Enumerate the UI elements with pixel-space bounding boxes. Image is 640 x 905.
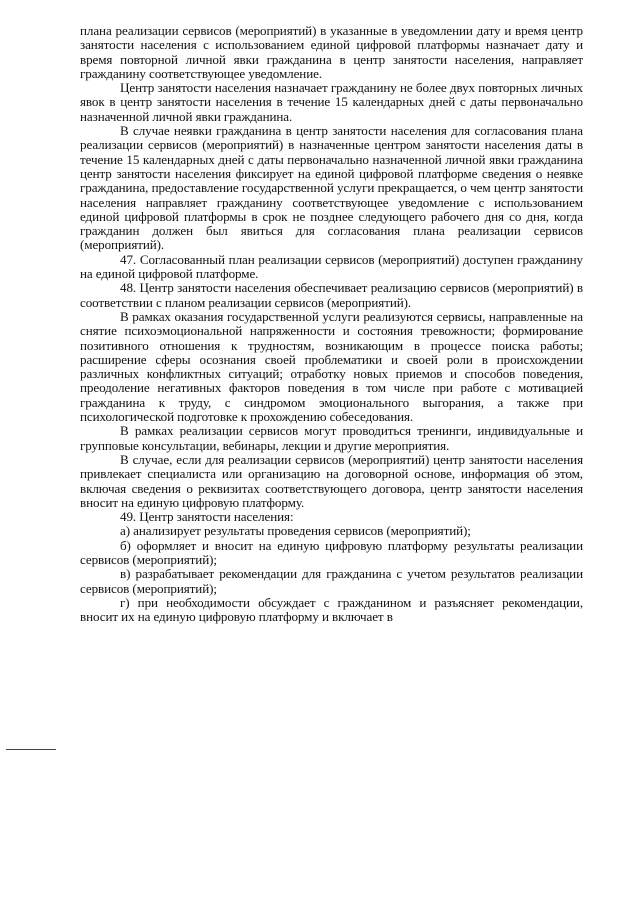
paragraph-item-47: 47. Согласованный план реализации сервисов (мероприятий) доступен гражданину на единой цифровой платформе. — [80, 251, 583, 282]
paragraph-services-scope: В рамках оказания государственной услуги реализуются сервисы, направленные на снятие психоэмоциональной напряженности и состояния тревожности; формирование позитивного отношения к трудностям, возникающим в процессе поиска работы; расширение сферы осознания своей проблематики и своей роли в происхождении различных конфликтных ситуаций; отработку новых приемов и способов поведения, преодоление негативных факторов поведения в том числе при работе с мотивацией гражданина к труду, с синдромом эмоционального выгорания, а также при психологической подготовке к прохождению собеседования. — [80, 308, 583, 425]
paragraph-item-48: 48. Центр занятости населения обеспечивает реализацию сервисов (мероприятий) в соответствии с планом реализации сервисов (мероприятий). — [80, 280, 583, 310]
paragraph-item-49: 49. Центр занятости населения: — [120, 509, 294, 525]
list-item-49b: б) оформляет и вносит на единую цифровую платформу результаты реализации сервисов (мероприятий); — [80, 537, 583, 567]
document-body — [80, 24, 583, 624]
paragraph-repeat-visits: Центр занятости населения назначает гражданину не более двух повторных личных явок в центр занятости населения в течение 15 календарных дней с даты первоначально назначенной личной явки гражданина. — [80, 80, 583, 124]
paragraph-formats: В рамках реализации сервисов могут проводиться тренинги, индивидуальные и групповые консультации, вебинары, лекции и другие мероприятия. — [80, 423, 583, 453]
footnote-separator-line — [6, 749, 56, 750]
paragraph-continuation: плана реализации сервисов (мероприятий) в указанные в уведомлении дату и время центр занятости населения с использованием единой цифровой платформы назначает дату и время повторной личной явки гражданина в центр занятости населения, направляет гражданину соответствующее уведомление. — [80, 23, 583, 81]
paragraph-contractor: В случае, если для реализации сервисов (мероприятий) центр занятости населения привлекает специалиста или организацию на договорной основе, информация об этом, включая сведения о реквизитах соответствующего договора, центр занятости населения вносит на единую цифровую платформу. — [80, 451, 583, 510]
paragraph-non-appearance: В случае неявки гражданина в центр занятости населения для согласования плана реализации сервисов (мероприятий) в назначенные центром занятости населения даты в течение 15 календарных дней с даты первоначально назначенной личной явки гражданина центр занятости населения фиксирует на единой цифровой платформе сведения о неявке гражданина, предоставление государственной услуги прекращается, о чем центр занятости населения направляет гражданину соответствующее уведомление с использованием единой цифровой платформы в срок не позднее следующего рабочего дня со дня, когда гражданин должен был явиться для согласования плана реализации сервисов (мероприятий). — [80, 123, 583, 253]
list-item-49a: а) анализирует результаты проведения сервисов (мероприятий); — [120, 523, 471, 539]
list-item-49g: г) при необходимости обсуждает с гражданином и разъясняет рекомендации, вносит их на единую цифровую платформу и включает в — [80, 594, 583, 625]
list-item-49v: в) разрабатывает рекомендации для гражданина с учетом результатов реализации сервисов (мероприятий); — [80, 566, 583, 596]
